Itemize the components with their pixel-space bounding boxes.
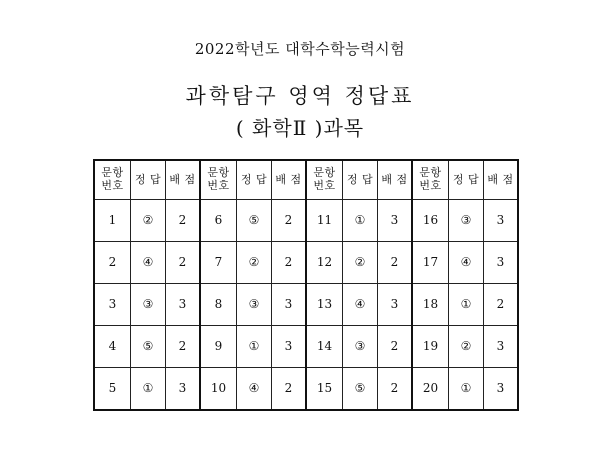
points-cell: 2: [378, 242, 413, 284]
table-row: [94, 242, 518, 284]
answer-cell: ①: [449, 368, 484, 411]
answer-cell: ②: [131, 200, 166, 242]
question-number-cell: 6: [200, 200, 237, 242]
answer-cell: ③: [449, 200, 484, 242]
answer-cell: ②: [237, 242, 272, 284]
header-points: 배 점: [166, 160, 201, 200]
points-cell: 2: [166, 326, 201, 368]
question-number-cell: 14: [306, 326, 343, 368]
header-points: 배 점: [272, 160, 307, 200]
answer-cell: ④: [131, 242, 166, 284]
question-number-cell: 12: [306, 242, 343, 284]
question-number-cell: 7: [200, 242, 237, 284]
header-question-number: 문항 번호: [412, 160, 449, 200]
points-cell: 3: [378, 284, 413, 326]
points-cell: 2: [166, 200, 201, 242]
table-row: [94, 200, 518, 242]
answer-cell: ③: [131, 284, 166, 326]
answer-key-table: [93, 159, 519, 411]
answer-cell: ③: [343, 326, 378, 368]
points-cell: 3: [484, 200, 519, 242]
header-row: [94, 160, 518, 200]
header-points: 배 점: [378, 160, 413, 200]
question-number-cell: 4: [94, 326, 131, 368]
question-number-cell: 20: [412, 368, 449, 411]
header-question-number: 문항 번호: [306, 160, 343, 200]
points-cell: 3: [166, 284, 201, 326]
points-cell: 3: [484, 326, 519, 368]
points-cell: 2: [166, 242, 201, 284]
answer-cell: ③: [237, 284, 272, 326]
answer-cell: ⑤: [343, 368, 378, 411]
answer-cell: ①: [237, 326, 272, 368]
question-number-cell: 11: [306, 200, 343, 242]
answer-cell: ④: [343, 284, 378, 326]
answer-cell: ⑤: [131, 326, 166, 368]
question-number-cell: 19: [412, 326, 449, 368]
table-row: [94, 368, 518, 411]
points-cell: 3: [272, 284, 307, 326]
header-answer: 정 답: [237, 160, 272, 200]
points-cell: 3: [484, 242, 519, 284]
points-cell: 2: [378, 368, 413, 411]
question-number-cell: 2: [94, 242, 131, 284]
question-number-cell: 1: [94, 200, 131, 242]
question-number-cell: 16: [412, 200, 449, 242]
question-number-cell: 8: [200, 284, 237, 326]
question-number-cell: 18: [412, 284, 449, 326]
answer-cell: ④: [449, 242, 484, 284]
answer-cell: ②: [449, 326, 484, 368]
answer-cell: ①: [131, 368, 166, 411]
points-cell: 2: [272, 242, 307, 284]
header-answer: 정 답: [131, 160, 166, 200]
points-cell: 3: [272, 326, 307, 368]
header-answer: 정 답: [343, 160, 378, 200]
points-cell: 2: [378, 326, 413, 368]
question-number-cell: 9: [200, 326, 237, 368]
header-answer: 정 답: [449, 160, 484, 200]
question-number-cell: 13: [306, 284, 343, 326]
points-cell: 3: [166, 368, 201, 411]
section-title: 과학탐구 영역 정답표: [185, 84, 415, 108]
answer-table-body: [94, 200, 518, 411]
header-question-number: 문항 번호: [94, 160, 131, 200]
header-points: 배 점: [484, 160, 519, 200]
answer-cell: ①: [343, 200, 378, 242]
table-row: [94, 284, 518, 326]
question-number-cell: 5: [94, 368, 131, 411]
question-number-cell: 3: [94, 284, 131, 326]
table-row: [94, 326, 518, 368]
question-number-cell: 17: [412, 242, 449, 284]
points-cell: 2: [272, 200, 307, 242]
points-cell: 2: [272, 368, 307, 411]
subject-title: ( 화학Ⅱ )과목: [235, 116, 365, 140]
answer-cell: ①: [449, 284, 484, 326]
points-cell: 2: [484, 284, 519, 326]
answer-cell: ⑤: [237, 200, 272, 242]
answer-cell: ④: [237, 368, 272, 411]
exam-title: 2022학년도 대학수학능력시험: [194, 40, 406, 58]
header-question-number: 문항 번호: [200, 160, 237, 200]
question-number-cell: 15: [306, 368, 343, 411]
points-cell: 3: [484, 368, 519, 411]
question-number-cell: 10: [200, 368, 237, 411]
answer-cell: ②: [343, 242, 378, 284]
points-cell: 3: [378, 200, 413, 242]
